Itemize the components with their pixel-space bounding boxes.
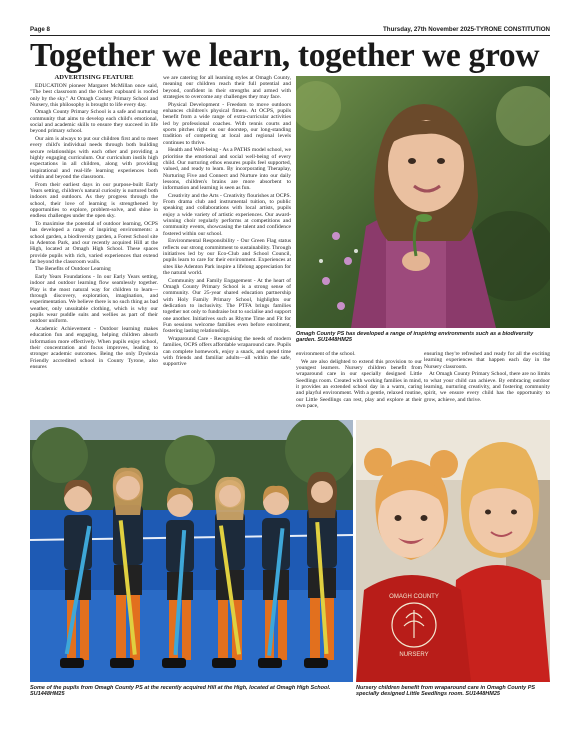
paragraph: We are also delighted to extend this provision to our youngest learners. Nursery children benefit from wraparound care in our specially designed Little Seedlings room. Created with working families in mind, it provides an extended school day in a warm, caring and playful environment. With a gentle, relaxed routine, our Little Seedlings can rest, play and explore at their own pace,	[296, 358, 422, 409]
paragraph: Community and Family Engagement - At the heart of Omagh County Primary School is a strong sense of community. Our 25-year shared education partnership with Holy Family Primary School, highlights our dedication to inclusivity. The PTFA brings families together not only to fundraise but to socialise and support one another. Initiatives such as Rhyme Time and Fit for Fun sessions welcome families even before enrolment, fostering lasting relationships.	[163, 277, 291, 335]
paragraph: To maximise the potential of outdoor learning, OCPS has developed a range of inspiring environments: a school garden, a biodiversity garden, a Forest School site in Adenton Park, and our recently acquired Hill at the High, located at Omagh High School. These spaces provide pupils with rich, varied experiences that extend far beyond the classroom walls.	[30, 220, 158, 265]
article-column-3	[296, 351, 422, 415]
headline: Together we learn, together we grow	[30, 37, 540, 74]
paragraph: Our aim is always to put our children first and to meet every child's individual needs through both building secure relationships with each other and providing a highly engaging curriculum. Our curriculum instils high expectations in all children, along with providing inspirational and real-life learning experiences both within and beyond the classroom.	[30, 135, 158, 181]
paragraph: Omagh County Primary School is a safe and nurturing community that aims to develop each child's emotional, social and academic skills to ensure they succeed in life beyond primary school.	[30, 109, 158, 135]
paragraph: Academic Achievement - Outdoor learning makes education fun and engaging, helping children absorb information more effectively. When pupils enjoy school, their concentration and focus improves, leading to stronger academic outcomes. Being the only Dyslexia Friendly accredited school in County Tyrone, also ensures	[30, 325, 158, 370]
sweatshirt-text-school: OMAGH COUNTY	[389, 594, 439, 600]
photo-hockey-illustration	[30, 420, 353, 682]
advertising-feature-tag: ADVERTISING FEATURE	[54, 75, 134, 81]
photo-girl-illustration	[296, 76, 550, 328]
photo-girl-garden	[296, 76, 550, 328]
subheading: The Benefits of Outdoor Learning	[35, 266, 111, 273]
article-column-4	[424, 351, 550, 415]
paragraph: environment of the school.	[296, 351, 356, 357]
paragraph: Physical Development - Freedom to move outdoors enhances children's physical fitness. At OCPS, pupils benefit from a wide range of extra-curricular activities led by professional coaches. With tennis courts and sports pitches right on our doorstep, our long-standing tradition of competing at local and regional levels continues to thrive.	[163, 101, 291, 146]
caption-hockey: Some of the pupils from Omagh County PS at the recently acquired Hill at the High, located at Omagh High School. SU1448HM25	[30, 685, 331, 698]
paragraph: Environmental Responsibility - Our Green Flag status reflects our strong commitment to sustainability. Through initiatives led by our Eco-Club and School Council, pupils learn to care for their environment. Experiences at sites like Adenton Park inspire a lifelong appreciation for the natural world.	[163, 238, 291, 277]
photo-nursery-illustration	[356, 420, 550, 682]
page-header	[30, 25, 550, 35]
photo-nursery-children	[356, 420, 550, 682]
sweatshirt-text-nursery: NURSERY	[399, 652, 429, 658]
page-number: Page 8	[30, 26, 50, 33]
article-column-1	[30, 75, 158, 420]
paragraph: EDUCATION pioneer Margaret McMillan once said, "The best classroom and the richest cupboard is roofed only by the sky." At Omagh County Primary School and Nursery, this philosophy is brought to life every day.	[30, 82, 158, 108]
article-column-2	[163, 75, 291, 420]
publication-dateline: Thursday, 27th November 2025-TYRONE CONSTITUTION	[383, 26, 550, 33]
paragraph: From their earliest days in our purpose-built Early Years setting, children's natural curiosity is nurtured both indoors and outdoors. As they progress through the school, their love of learning is strengthened by opportunities to explore, problem-solve, and shine in endless challenges under the open sky.	[30, 181, 158, 220]
paragraph: we are catering for all learning styles at Omagh County, meaning our children reach their full potential and beyond, confident in their strengths and armed with strategies to overcome any challenges they may face.	[163, 75, 291, 101]
paragraph: ensuring they're refreshed and ready for all the exciting learning experiences that happen each day in the Nursery classroom.	[424, 351, 550, 370]
paragraph: Early Years Foundations - In our Early Years setting, indoor and outdoor learning flow seamlessly together. Play is the most natural way for children to learn—through discovery, exploration, imagination, and experimentation. We believe there is no such thing as bad weather, only unsuitable clothing, which is why our pupils wear puddle suits and wellies as part of their outdoor uniform.	[30, 273, 158, 325]
caption-girl: Omagh County PS has developed a range of inspiring environments such as a biodiversity garden. SU1448HM25	[296, 331, 534, 344]
header-rule	[30, 35, 550, 36]
paragraph: Wraparound Care - Recognising the needs of modern families, OCPS offers affordable wraparound care. Pupils can complete homework, enjoy a snack, and spend time with friends and familiar adults—all within the safe, supportive	[163, 335, 291, 368]
paragraph: Creativity and the Arts - Creativity flourishes at OCPS. From drama club and instrumental tuition, to public speaking and collaborations with local artists, pupils enjoy a wide variety of artistic experiences. Our award-winning choir regularly performs at competitions and community events, showcasing the talent and confidence fostered within our school.	[163, 192, 291, 237]
paragraph: Health and Well-being - As a PATHS model school, we prioritise the emotional and social well-being of every child. Our nurturing ethos ensures pupils feel supported, valued, and ready to learn. By incorporating Theraplay, Nurturing Five and Connect and Nurture into our daily lessons, children's brains are more absorbent to information and learning is seen as fun.	[163, 147, 291, 192]
paragraph: At Omagh County Primary School, there are no limits to what your child can achieve. By embracing outdoor learning, nurturing creativity, and fostering community spirit, we ensure every child has the opportunity to grow, achieve, and thrive.	[424, 371, 550, 403]
caption-nursery: Nursery children benefit from wraparound care in Omagh County PS specially designed Little Seedlings room. SU1448HM25	[356, 685, 536, 698]
photo-hockey-pupils	[30, 420, 353, 682]
